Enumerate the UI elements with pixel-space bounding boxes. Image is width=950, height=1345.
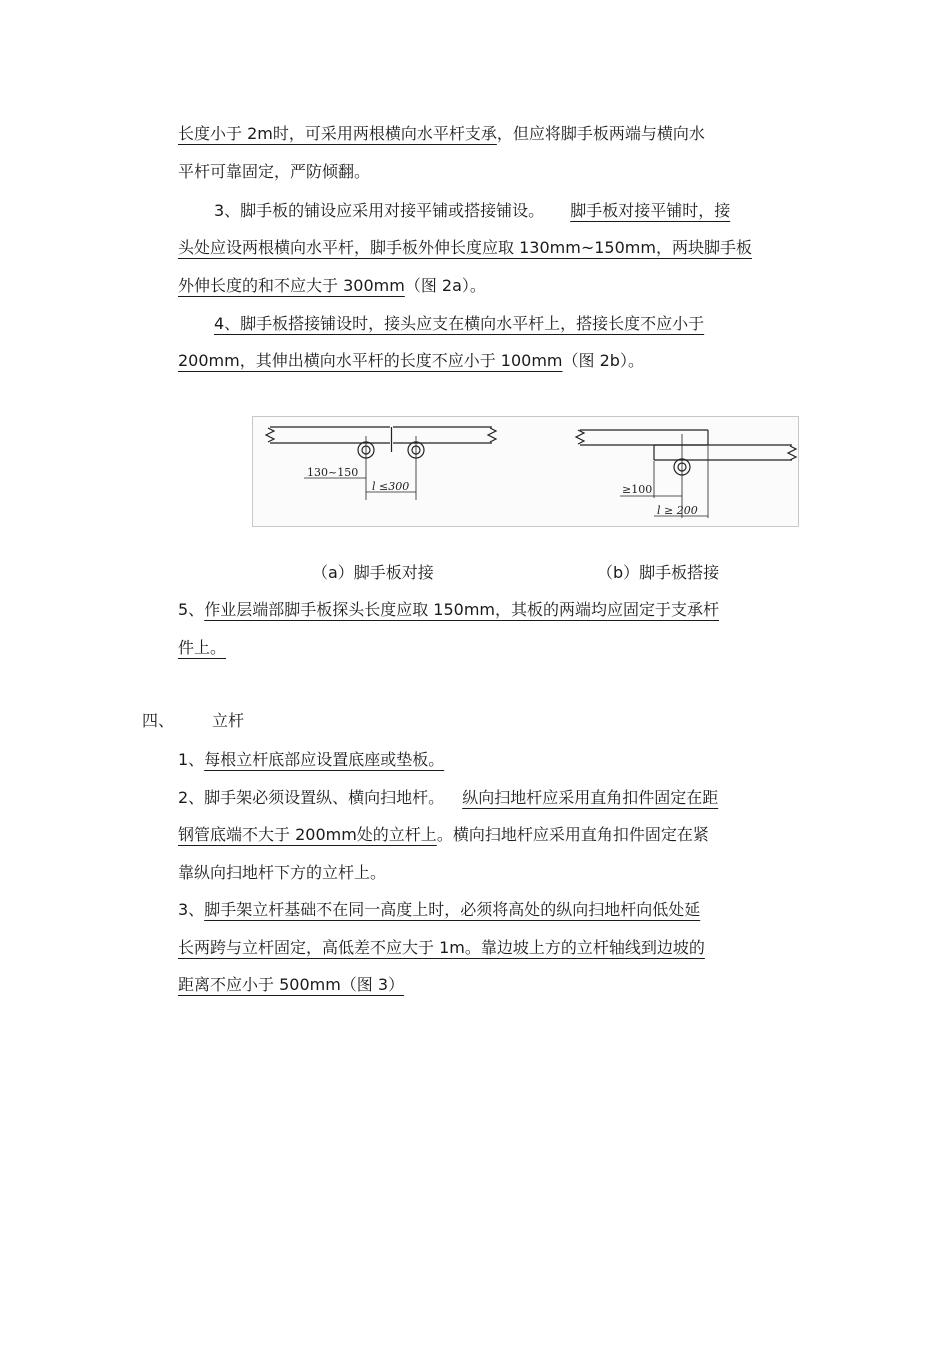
text: （图 2b）。	[562, 351, 644, 370]
underlined-text: 每根立杆底部应设置底座或垫板。	[204, 750, 445, 769]
paragraph-line	[178, 823, 709, 847]
paragraph-line	[178, 349, 644, 373]
underlined-text: 200mm，其伸出横向水平杆的长度不应小于 100mm	[178, 351, 563, 370]
underlined-text: 长两跨与立杆固定，高低差不应大于 1m。	[178, 938, 481, 957]
dimension-label: l ≥ 200	[657, 504, 698, 517]
text: 靠纵向扫地杆下方的立杆上。	[178, 863, 387, 882]
paragraph-line	[178, 636, 226, 660]
paragraph-line	[178, 122, 705, 146]
paragraph-line	[178, 598, 719, 622]
section-title: 立杆	[212, 711, 245, 730]
dimension-label: l ≤300	[372, 480, 410, 493]
paragraph-line	[178, 973, 404, 997]
text: 3、	[178, 900, 205, 919]
text: 3、脚手板的铺设应采用对接平铺或搭接铺设。	[214, 201, 545, 220]
underlined-text: 外伸长度的和不应大于 300mm	[178, 276, 405, 295]
paragraph-line	[178, 861, 386, 885]
paragraph-line	[178, 786, 718, 810]
underlined-text: 4、脚手板搭接铺设时，接头应支在横向水平杆上，搭接长度不应小于	[214, 314, 705, 333]
underlined-text: 长度小于 2m时，可采用两根横向水平杆支承	[178, 124, 497, 143]
text: 5、	[178, 600, 205, 619]
underlined-text: 作业层端部脚手板探头长度应取 150mm，其板的两端均应固定于支承杆	[204, 600, 719, 619]
underlined-text: 靠边坡上方的立杆轴线到边坡的	[480, 938, 705, 957]
underlined-text: 脚手板对接平铺时，接	[570, 201, 731, 220]
text: ，但应将脚手板两端与横向水	[496, 124, 705, 143]
paragraph-line	[214, 199, 730, 223]
paragraph-line	[178, 936, 705, 960]
paragraph-line	[178, 160, 370, 184]
text: 平杆可靠固定，严防倾翻。	[178, 162, 371, 181]
dimension-label: 130~150	[307, 466, 359, 479]
underlined-text: 头处应设两根横向水平杆，	[178, 238, 371, 257]
figure-caption-a: （a）脚手板对接	[312, 563, 434, 582]
paragraph-line	[178, 274, 486, 298]
section-heading	[142, 709, 245, 733]
underlined-text: 脚手板外伸长度应取 130mm~150mm	[370, 238, 656, 257]
underlined-text: 纵向扫地杆应采用直角扣件固定在距	[462, 788, 719, 807]
figure-caption-b: （b）脚手板搭接	[597, 563, 720, 582]
underlined-text: 距离不应小于 500mm（图 3）	[178, 975, 405, 994]
scaffold-board-figure	[252, 416, 800, 528]
underlined-text: 脚手架立杆基础不在同一高度上时，必须将高处的纵向扫地杆向低处延	[204, 900, 701, 919]
paragraph-line	[178, 898, 700, 922]
text: 。横向扫地杆应采用直角扣件固定在紧	[436, 825, 709, 844]
underlined-text: 件上。	[178, 638, 227, 657]
underlined-text: ，两块脚手板	[655, 238, 752, 257]
text: 1、	[178, 750, 205, 769]
paragraph-line	[214, 312, 704, 336]
dimension-label: ≥100	[622, 483, 653, 496]
paragraph-line	[178, 748, 444, 772]
underlined-text: 钢管底端不大于 200mm处的立杆上	[178, 825, 437, 844]
text: 2、脚手架必须设置纵、横向扫地杆。	[178, 788, 445, 807]
section-number: 四、	[142, 711, 175, 730]
paragraph-line	[178, 236, 752, 260]
text: （图 2a）。	[404, 276, 486, 295]
